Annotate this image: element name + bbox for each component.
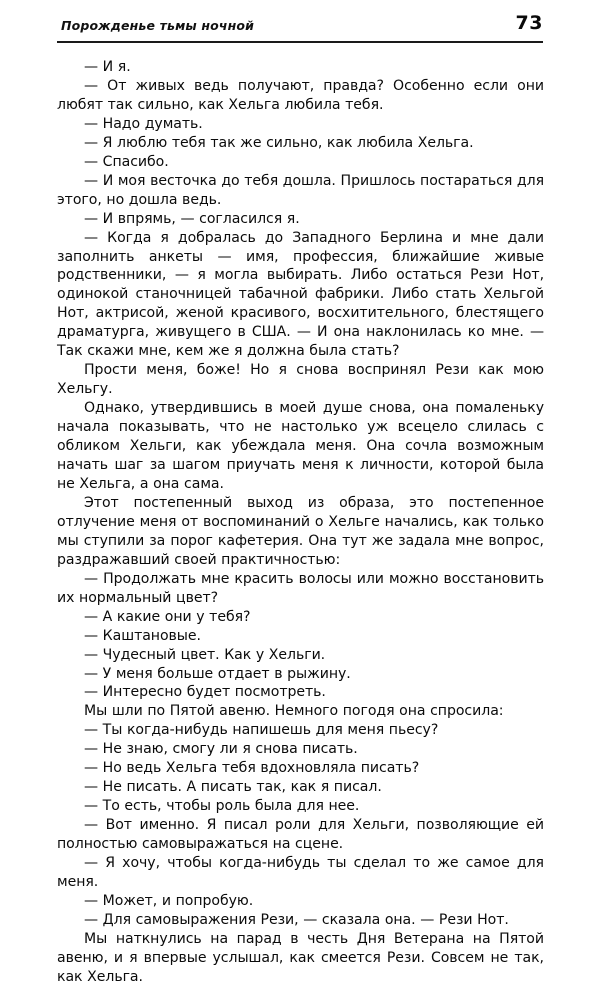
body-paragraph: — От живых ведь получают, правда? Особенно если они любят так сильно, как Хельга любила тебя. — [57, 77, 544, 113]
body-paragraph: — Может, и попробую. — [84, 892, 254, 909]
running-header-title: Порожденье тьмы ночной — [61, 18, 255, 33]
body-paragraph: — А какие они у тебя? — [84, 608, 251, 625]
body-paragraph: — И впрямь, — согласился я. — [84, 210, 300, 227]
page-body-text — [57, 58, 544, 987]
body-paragraph: — Когда я добралась до Западного Берлина и мне дали заполнить анкеты — имя, профессия, ближайшие живые родственники, — я могла выбирать. Либо остаться Рези Нот, одинокой станочницей табачной фабрики. Либо стать Хельгой Нот, актрисой, женой красивого, восхитительного, блестящего драматурга, живущего в США. — И она наклонилась ко мне. — Так скажи мне, кем же я должна была стать? — [57, 229, 544, 360]
body-paragraph: Мы шли по Пятой авеню. Немного погодя она спросила: — [84, 703, 504, 720]
body-paragraph: — Не знаю, смогу ли я снова писать. — [84, 741, 358, 758]
body-paragraph: — И моя весточка до тебя дошла. Пришлось постараться для этого, но дошла ведь. — [57, 172, 544, 208]
header-divider-rule — [57, 41, 543, 43]
body-paragraph: — Я хочу, чтобы когда-нибудь ты сделал то же самое для меня. — [57, 855, 544, 890]
body-paragraph: — Каштановые. — [84, 627, 201, 644]
body-paragraph: Этот постепенный выход из образа, это постепенное отлучение меня от воспоминаний о Хельге начались, как только мы ступили за порог кафетерия. Она тут же задала мне вопрос, раздражавший своей практичностью: — [57, 494, 544, 568]
body-paragraph: Мы наткнулись на парад в честь Дня Ветерана на Пятой авеню, и я впервые услышал, как смеется Рези. Совсем не так, как Хельга. — [57, 930, 544, 985]
body-paragraph: — Спасибо. — [84, 153, 169, 170]
page-running-header — [57, 12, 543, 44]
body-paragraph: — Чудесный цвет. Как у Хельги. — [84, 646, 326, 663]
body-paragraph: — Продолжать мне красить волосы или можно восстановить их нормальный цвет? — [57, 570, 544, 606]
body-paragraph: — У меня больше отдает в рыжину. — [84, 665, 351, 682]
page-number: 73 — [515, 12, 543, 34]
body-paragraph: Однако, утвердившись в моей душе снова, она помаленьку начала показывать, что не настолько уж всецело слилась с обликом Хельги, как убеждала меня. Она сочла возможным начать шаг за шагом приучать меня к личности, которой была не Хельга, а она сама. — [57, 400, 544, 492]
body-paragraph: Прости меня, боже! Но я снова воспринял Рези как мою Хельгу. — [57, 362, 544, 398]
body-paragraph: — Надо думать. — [84, 115, 203, 132]
body-paragraph: — То есть, чтобы роль была для нее. — [84, 798, 360, 815]
body-paragraph: — Я люблю тебя так же сильно, как любила Хельга. — [84, 134, 474, 151]
body-paragraph: — Ты когда-нибудь напишешь для меня пьесу? — [84, 722, 439, 739]
body-paragraph: — Для самовыражения Рези, — сказала она. — Рези Нот. — [84, 911, 509, 928]
body-paragraph: — Не писать. А писать так, как я писал. — [84, 779, 382, 796]
body-paragraph: — Но ведь Хельга тебя вдохновляла писать? — [84, 760, 420, 777]
body-paragraph: — Интересно будет посмотреть. — [84, 684, 326, 701]
body-paragraph: — И я. — [84, 59, 131, 75]
body-paragraph: — Вот именно. Я писал роли для Хельги, позволяющие ей полностью самовыражаться на сцене. — [57, 817, 544, 853]
